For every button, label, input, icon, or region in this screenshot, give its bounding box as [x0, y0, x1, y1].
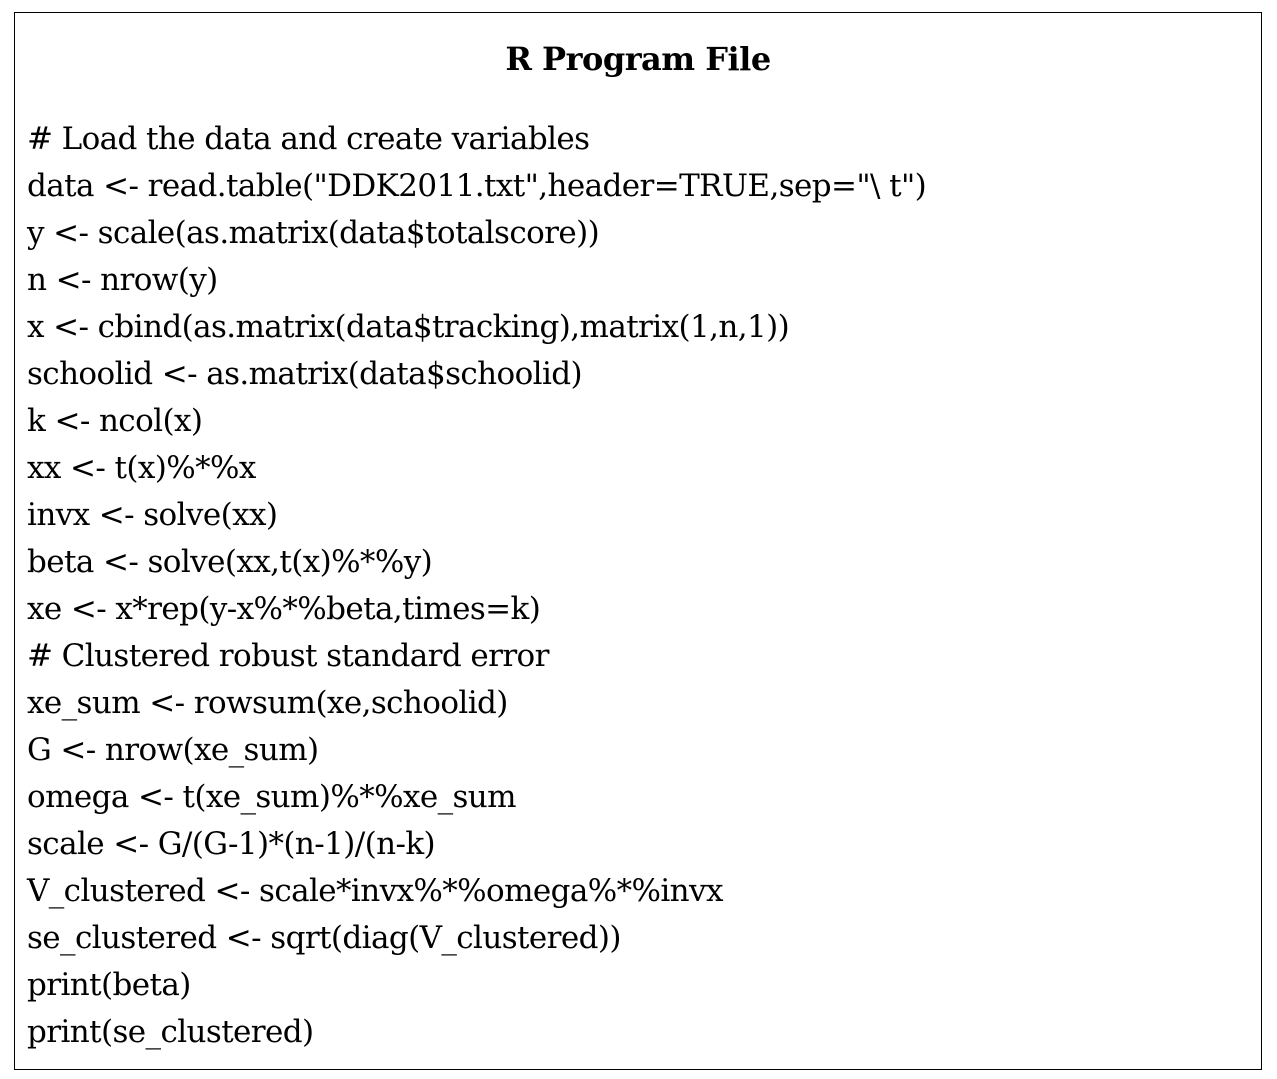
code-line: xx <- t(x)%*%x [27, 450, 256, 486]
code-line: x <- cbind(as.matrix(data$tracking),matrix(1,n,1)) [27, 309, 790, 345]
code-line: data <- read.table("DDK2011.txt",header=TRUE,sep="\ t") [27, 168, 927, 204]
code-line: k <- ncol(x) [27, 403, 203, 439]
code-line: scale <- G/(G-1)*(n-1)/(n-k) [27, 826, 436, 862]
code-line: beta <- solve(xx,t(x)%*%y) [27, 544, 433, 580]
code-line: schoolid <- as.matrix(data$schoolid) [27, 356, 583, 392]
code-line: y <- scale(as.matrix(data$totalscore)) [27, 215, 600, 251]
code-listing [27, 116, 926, 1056]
code-line: V_clustered <- scale*invx%*%omega%*%invx [27, 873, 723, 909]
code-line: omega <- t(xe_sum)%*%xe_sum [27, 779, 516, 815]
code-line: G <- nrow(xe_sum) [27, 732, 319, 768]
code-line: # Clustered robust standard error [27, 638, 549, 674]
code-line: n <- nrow(y) [27, 262, 218, 298]
code-line: xe <- x*rep(y-x%*%beta,times=k) [27, 591, 541, 627]
code-line: xe_sum <- rowsum(xe,schoolid) [27, 685, 508, 721]
code-line: invx <- solve(xx) [27, 497, 278, 533]
code-box [14, 12, 1262, 1070]
document-title: R Program File [505, 40, 771, 78]
code-line: # Load the data and create variables [27, 121, 590, 157]
code-line: print(se_clustered) [27, 1014, 314, 1050]
code-line: se_clustered <- sqrt(diag(V_clustered)) [27, 920, 621, 956]
code-line: print(beta) [27, 967, 191, 1003]
